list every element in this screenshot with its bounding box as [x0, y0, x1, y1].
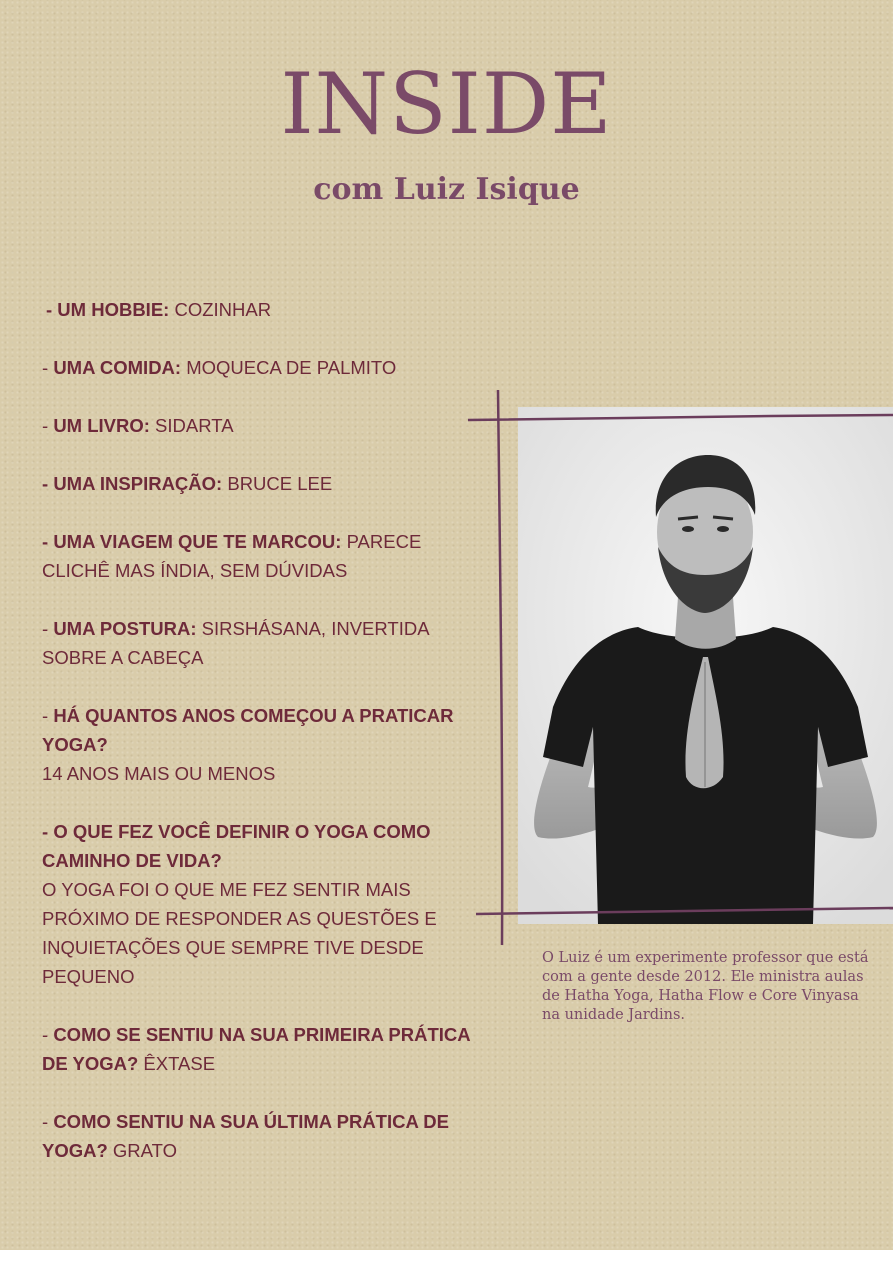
- page-subtitle: com Luiz Isique: [313, 172, 580, 207]
- qa-prefix: -: [42, 618, 54, 639]
- qa-item: [42, 353, 472, 382]
- photo-caption: O Luiz é um experimente professor que está com a gente desde 2012. Ele ministra aulas de Hatha Yoga, Hatha Flow e Core Vinyasa na unidade Jardins.: [542, 950, 869, 1023]
- qa-answer: O YOGA FOI O QUE ME FEZ SENTIR MAIS PRÓXIMO DE RESPONDER AS QUESTÕES E INQUIETAÇÕES QUE SEMPRE TIVE DESDE PEQUENO: [42, 879, 437, 987]
- qa-prefix: -: [42, 821, 54, 842]
- qa-prefix: -: [42, 531, 54, 552]
- qa-answer: PARECE CLICHÊ MAS ÍNDIA, SEM DÚVIDAS: [42, 531, 422, 581]
- qa-prefix: -: [42, 357, 54, 378]
- qa-answer: COZINHAR: [169, 299, 272, 320]
- qa-item: [42, 701, 472, 788]
- portrait-illustration-icon: [518, 407, 893, 924]
- page-title: INSIDE: [280, 55, 613, 153]
- qa-prefix: -: [42, 1024, 54, 1045]
- qa-question: HÁ QUANTOS ANOS COMEÇOU A PRATICAR YOGA?: [42, 705, 454, 755]
- qa-list: [42, 295, 472, 1194]
- qa-item: [42, 295, 472, 324]
- qa-question: COMO SE SENTIU NA SUA PRIMEIRA PRÁTICA DE YOGA?: [42, 1024, 470, 1074]
- qa-question: UMA COMIDA:: [53, 357, 182, 378]
- qa-question: UMA INSPIRAÇÃO:: [53, 473, 223, 494]
- qa-item: [42, 527, 472, 585]
- qa-question: - UM HOBBIE:: [46, 299, 170, 320]
- qa-answer: SIDARTA: [149, 415, 234, 436]
- qa-prefix: -: [42, 415, 54, 436]
- qa-prefix: -: [42, 1111, 54, 1132]
- qa-prefix: -: [42, 705, 54, 726]
- qa-item: [42, 614, 472, 672]
- qa-answer: 14 ANOS MAIS OU MENOS: [42, 763, 276, 784]
- qa-item: [42, 817, 472, 991]
- qa-item: [42, 469, 472, 498]
- qa-question: O QUE FEZ VOCÊ DEFINIR O YOGA COMO CAMINHO DE VIDA?: [42, 821, 431, 871]
- qa-answer: BRUCE LEE: [222, 473, 333, 494]
- qa-answer: SIRSHÁSANA, INVERTIDA SOBRE A CABEÇA: [42, 618, 429, 668]
- qa-question: UMA VIAGEM QUE TE MARCOU:: [53, 531, 342, 552]
- qa-answer: MOQUECA DE PALMITO: [181, 357, 397, 378]
- qa-question: COMO SENTIU NA SUA ÚLTIMA PRÁTICA DE YOGA?: [42, 1111, 449, 1161]
- qa-prefix: -: [42, 473, 54, 494]
- portrait-photo: [518, 407, 893, 924]
- qa-question: UMA POSTURA:: [53, 618, 197, 639]
- qa-item: [42, 1020, 472, 1078]
- qa-item: [42, 1107, 472, 1165]
- qa-item: [42, 411, 472, 440]
- qa-answer: GRATO: [107, 1140, 177, 1161]
- qa-answer: ÊXTASE: [138, 1053, 216, 1074]
- qa-question: UM LIVRO:: [53, 415, 150, 436]
